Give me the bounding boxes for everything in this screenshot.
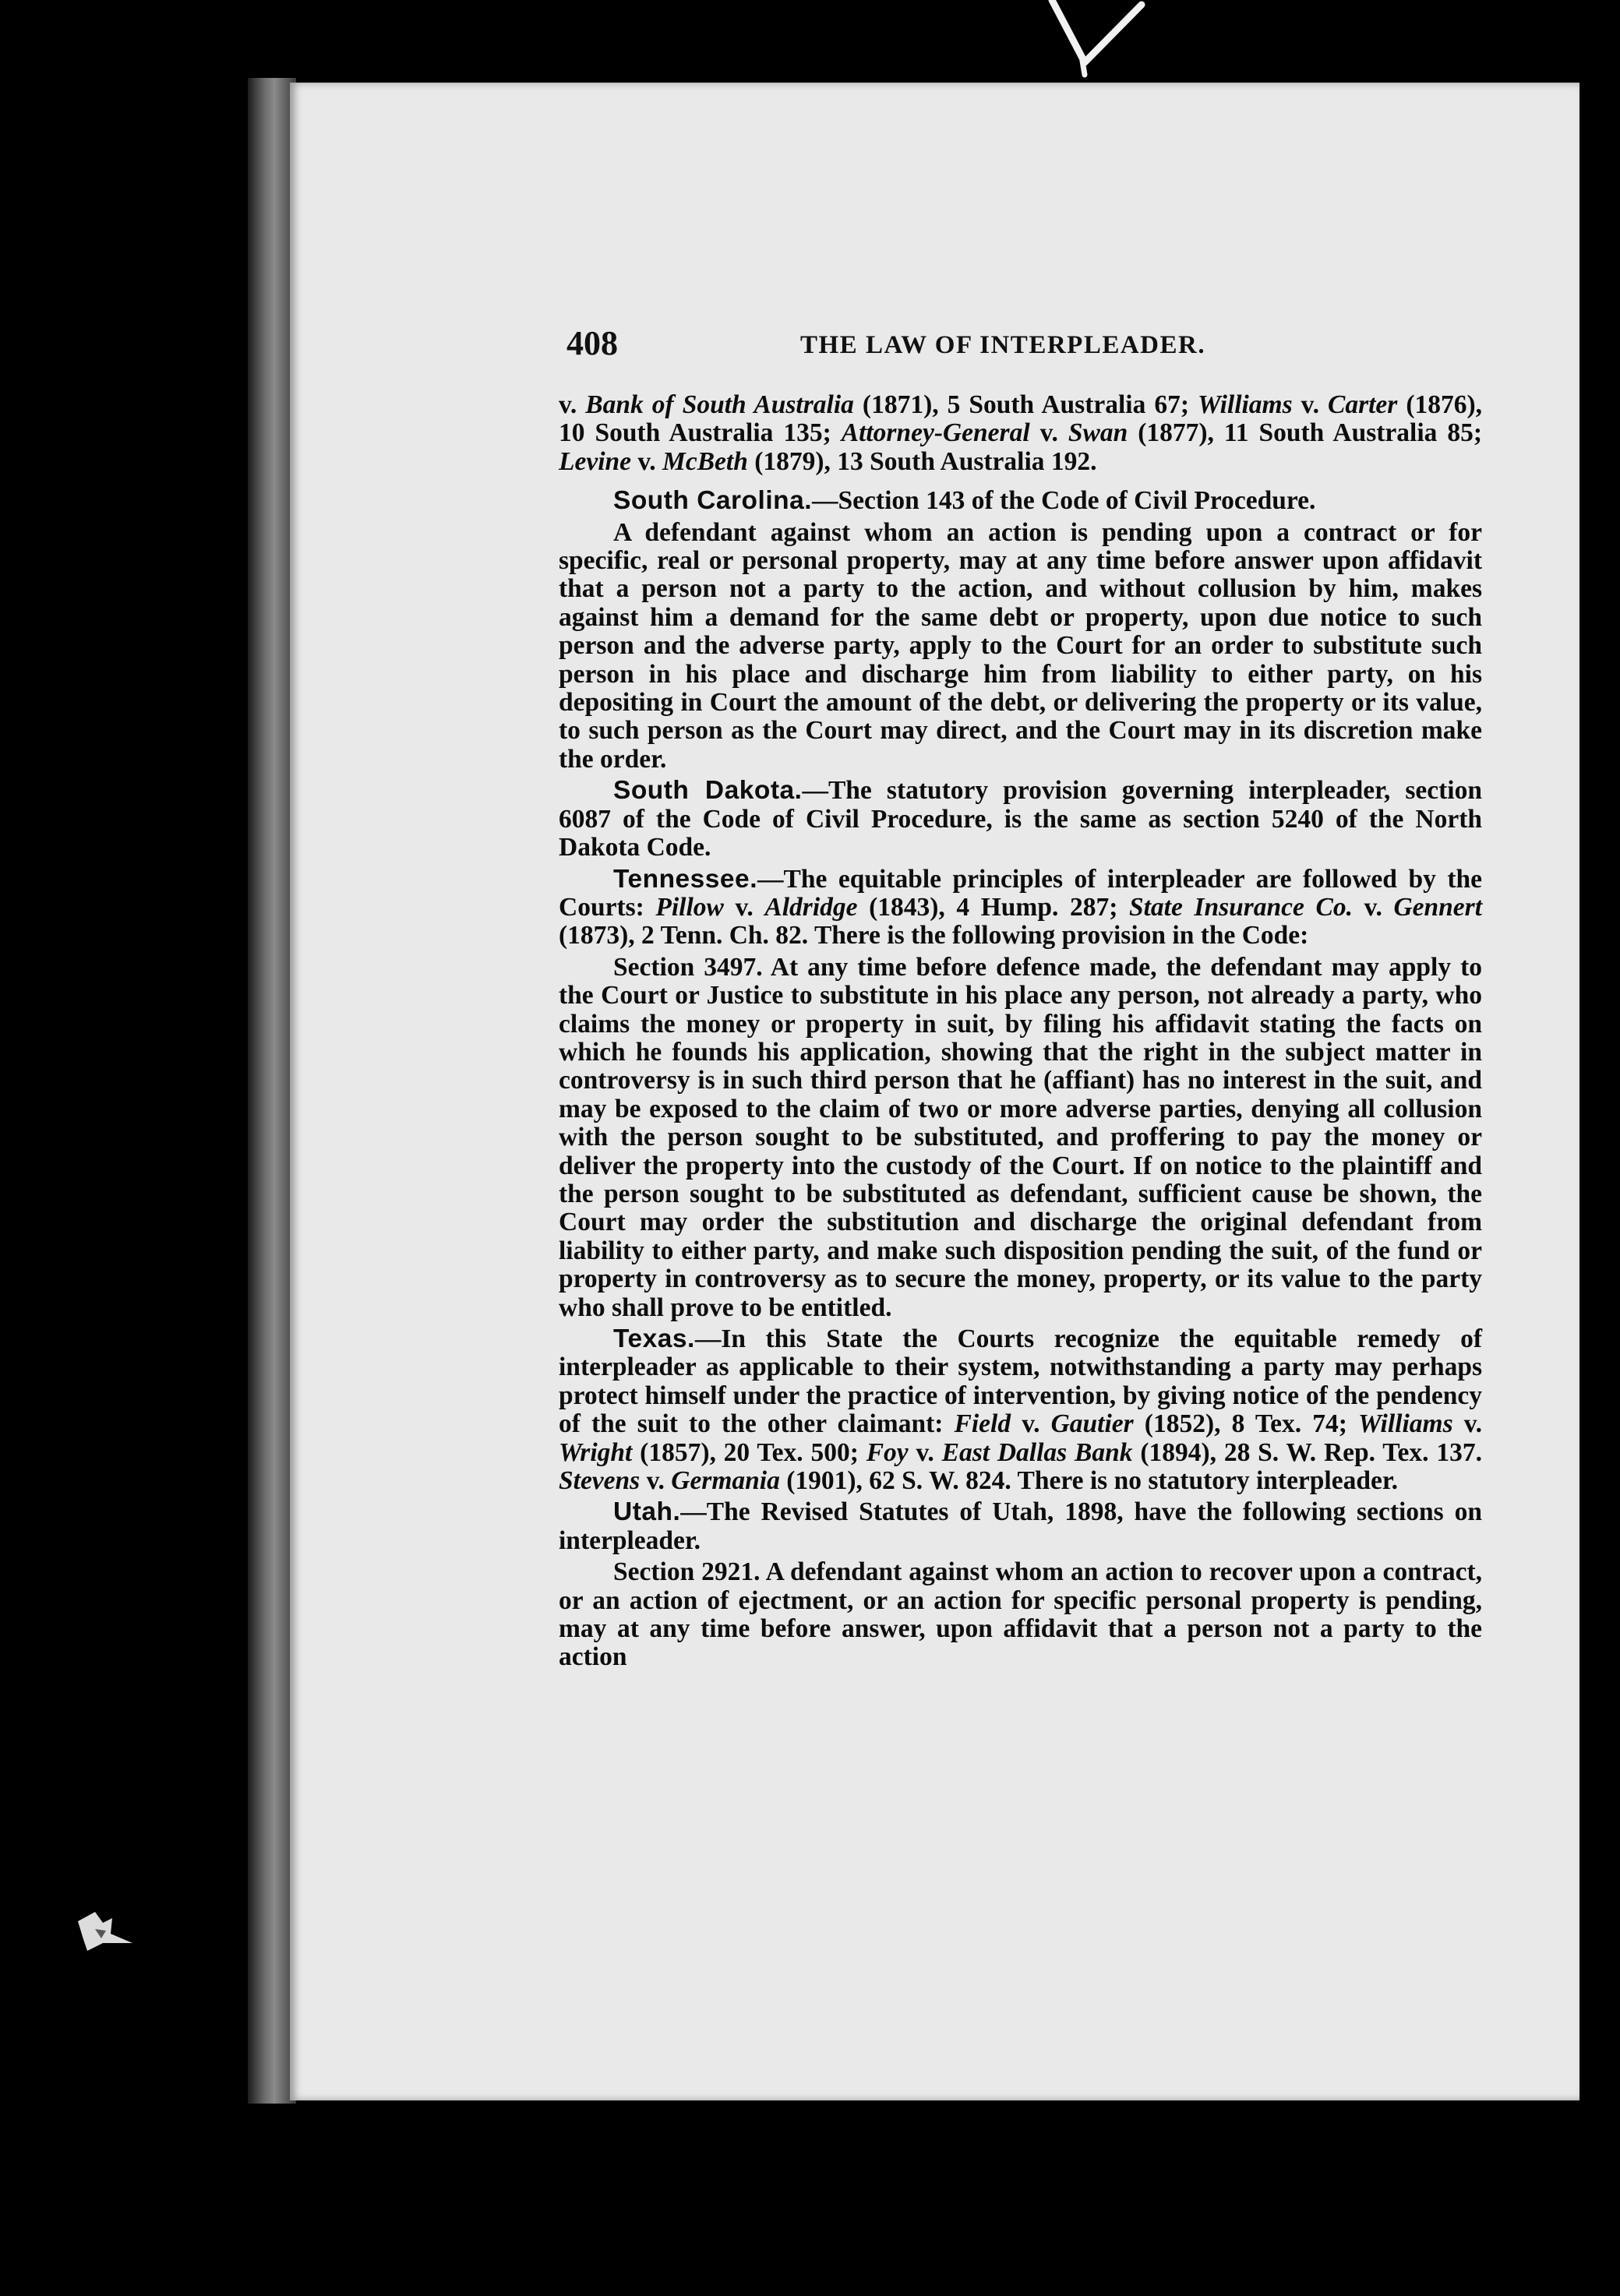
text-span: v. [908,1437,942,1467]
paragraph-south-carolina-statute [559,519,1482,774]
section-heading: South Dakota. [613,776,803,806]
case-name: Williams [1198,390,1293,419]
paragraph-south-carolina [559,487,1482,515]
case-name: Bank of South Australia [585,390,854,419]
body-text [559,391,1482,1675]
text-span: (1843), 4 Hump. 287; [857,892,1129,922]
text-span: v. [1029,418,1068,448]
case-name: Pillow [655,892,724,922]
section-heading: South Carolina. [613,486,813,516]
text-span: v. [640,1466,672,1496]
paragraph-tennessee [559,866,1482,950]
case-name: Aldridge [764,892,858,922]
text-span: v. [1292,390,1328,419]
paragraph-utah [559,1498,1482,1555]
case-name: McBeth [662,446,748,476]
text-span: (1879), 13 South Australia 192. [747,446,1097,476]
text-span: —The equitable principles of interpleader are followed by the Courts: [559,864,1482,922]
paragraph-texas [559,1325,1482,1495]
case-name: Gautier [1050,1409,1134,1439]
case-name: Attorney-General [841,418,1030,448]
case-name: Swan [1068,418,1128,448]
paragraph-south-dakota [559,777,1482,862]
case-name: Stevens [559,1466,641,1496]
case-name: East Dallas Bank [941,1437,1133,1467]
running-title: THE LAW OF INTERPLEADER. [800,331,1206,359]
text-span: —The statutory provision governing interpleader, section 6087 of the Code of Civil Procedure, is the same as section 5240 of the North Dakota Code. [559,776,1482,862]
text-span: (1871), 5 South Australia 67; [853,390,1198,419]
text-span: Section 3497. At any time before defence made, the defendant may apply to the Court or Justice to substitute in his place any person, not already a party, who claims the money or property in suit, by filing his affidavit stating the facts on which he founds his application, showing that the right in the subject matter in controversy is in such third person that he (affiant) has no interest in the suit, and may be exposed to the claim of two or more adverse parties, denying all collusion with the person sought to be substituted, and proffering to pay the money or deliver the property into the custody of the Court. If on notice to the plaintiff and the person sought to be substituted as defendant, sufficient cause be shown, the Court may order the substitution and discharge the original defendant from liability to either party, and make such disposition pending the suit, of the fund or property in controversy as to secure the money, property, or its value to the party who shall prove to be entitled. [559,952,1482,1322]
case-name: Carter [1327,390,1398,419]
section-heading: Texas. [613,1324,695,1353]
text-span: (1873), 2 Tenn. Ch. 82. There is the following provision in the Code: [559,921,1309,950]
case-name: Foy [866,1437,909,1467]
text-span: (1901), 62 S. W. 824. There is no statutory interpleader. [779,1466,1399,1496]
text-span: v. [1011,1409,1051,1439]
text-span: v. [1452,1409,1483,1439]
case-name: Field [954,1409,1011,1439]
text-span: (1876), 10 South Australia 135; [559,390,1483,448]
page-header [566,323,1486,370]
book-page-edges [248,78,296,2104]
paragraph-utah-statute [559,1558,1482,1672]
paper-scrap-mark [72,1907,139,1956]
text-span: A defendant against whom an action is pending upon a contract or for specific, real or personal property, may at any time before answer upon affidavit that a person not a party to the action, and without collusion by him, makes against him a demand for the same debt or property, upon due notice to such person and the adverse party, apply to the Court for an order to substitute such person in his place and discharge him from liability to either party, on his depositing in Court the amount of the debt, or delivering the property or its value, to such person as the Court may direct, and the Court may in its discretion make the order. [559,517,1482,774]
text-span: —The Revised Statutes of Utah, 1898, have the following sections on interpleader. [559,1497,1482,1555]
page-number: 408 [566,324,618,362]
case-name: Gennert [1393,892,1483,922]
section-heading: Utah. [613,1497,681,1527]
case-name: State Insurance Co. [1128,892,1353,922]
text-span: (1857), 20 Tex. 500; [632,1437,866,1467]
text-span: (1877), 11 South Australia 85; [1128,418,1483,448]
text-span: —Section 143 of the Code of Civil Procedure. [812,486,1316,516]
text-span: —In this State the Courts recognize the equitable remedy of interpleader as applicable to their system, notwithstanding a party may perhaps protect himself under the practice of intervention, by giving notice of the pendency of the suit to the other claimant: [559,1324,1482,1439]
text-span: v. [1352,892,1394,922]
case-name: Williams [1358,1409,1453,1439]
pen-mark-top [1036,0,1153,86]
text-span: v. [559,390,586,419]
text-span: (1894), 28 S. W. Rep. Tex. 137. [1132,1437,1482,1467]
text-span: (1852), 8 Tex. 74; [1133,1409,1358,1439]
text-span: Section 2921. A defendant against whom an action to recover upon a contract, or an action of ejectment, or an action for specific personal property is pending, may at any time before answer, upon affidavit that a person not a party to the action [559,1557,1482,1672]
paragraph-tennessee-statute [559,954,1482,1322]
case-name: Germania [671,1466,780,1496]
section-heading: Tennessee. [613,864,757,894]
case-name: Wright [559,1437,633,1467]
case-name: Levine [559,446,632,476]
text-span: v. [631,446,663,476]
text-span: v. [723,892,765,922]
paragraph-continuation [559,391,1482,476]
